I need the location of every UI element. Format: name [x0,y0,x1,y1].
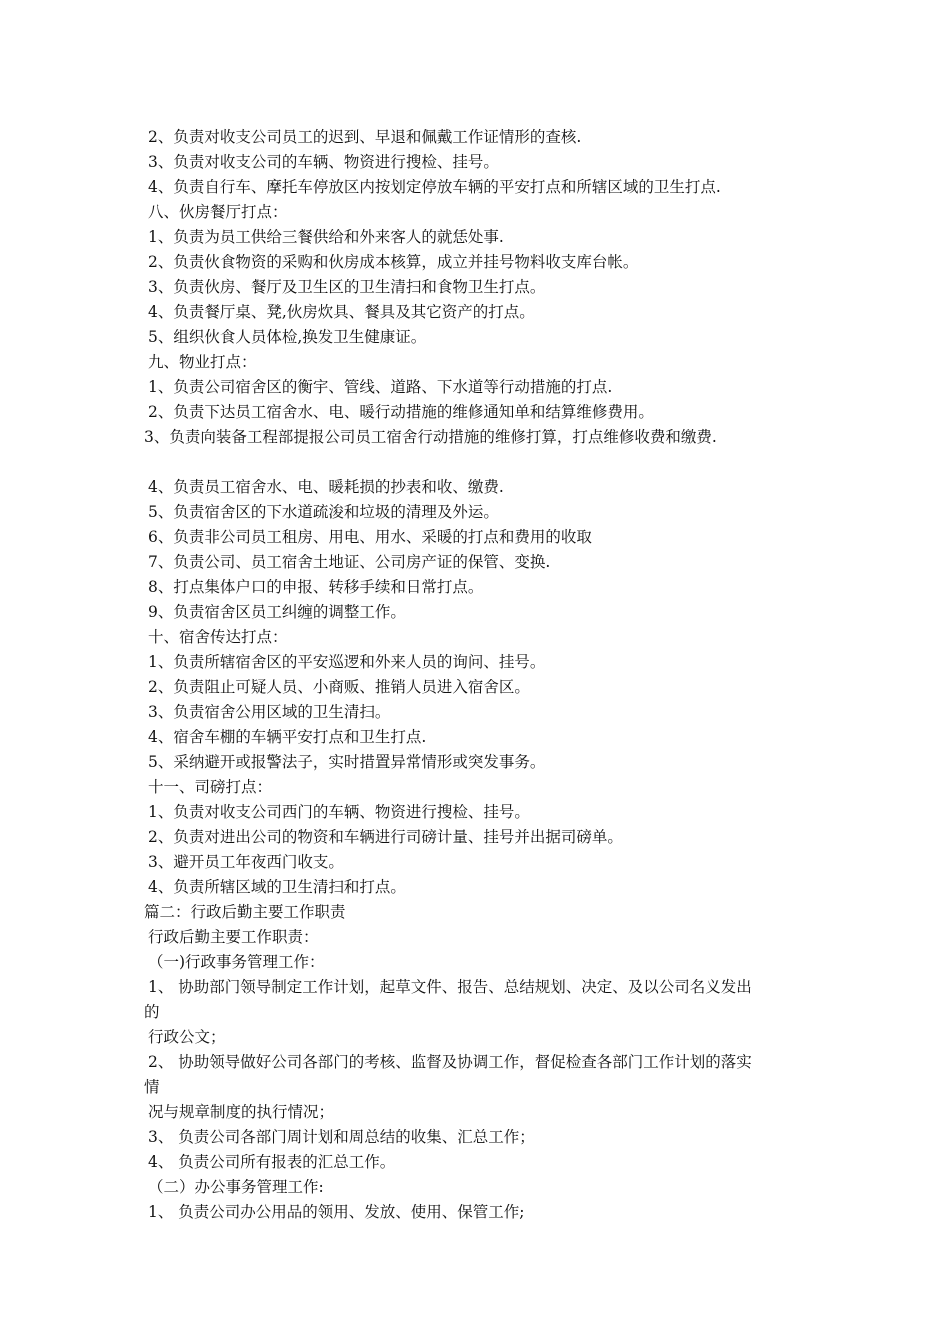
text-line: 1、负责所辖宿舍区的平安巡逻和外来人员的询问、挂号。 [148,653,546,671]
text-line: 的 [144,1003,160,1021]
text-line: 行政公文； [148,1028,226,1046]
text-line: 2、负责对收支公司员工的迟到、早退和佩戴工作证情形的查核. [148,128,582,146]
text-line: 5、负责宿舍区的下水道疏浚和垃圾的清理及外运。 [148,503,499,521]
section-heading: 十、宿舍传达打点： [148,628,288,646]
text-line: 3、负责对收支公司的车辆、物资进行搜检、挂号。 [148,153,499,171]
text-line: 1、负责为员工供给三餐供给和外来客人的就恁处事. [148,228,504,246]
subsection-heading: （一)行政事务管理工作： [148,953,325,971]
text-line: 况与规章制度的执行情况； [148,1103,335,1121]
text-line: 1、 协助部门领导制定工作计划，起草文件、报告、总结规划、决定、及以公司名义发出 [148,978,752,996]
text-line: 1、负责公司宿舍区的衡宇、管线、道路、下水道等行动措施的打点. [148,378,613,396]
text-line: 5、组织伙食人员体检,换发卫生健康证。 [148,328,427,346]
text-line: 2、负责伙食物资的采购和伙房成本核算，成立并挂号物料收支库台帐。 [148,253,639,271]
text-line: 8、打点集体户口的申报、转移手续和日常打点。 [148,578,484,596]
text-line: 9、负责宿舍区员工纠缠的调整工作。 [148,603,406,621]
section-heading: 十一、司磅打点： [148,778,273,796]
text-line: 4、负责餐厅桌、凳,伙房炊具、餐具及其它资产的打点。 [148,303,535,321]
section-heading: 九、物业打点： [148,353,257,371]
text-line: 5、采纳避开或报警法子，实时措置异常情形或突发事务。 [148,753,546,771]
text-line: 1、 负责公司办公用品的领用、发放、使用、保管工作; [148,1203,525,1221]
text-line: 情 [144,1078,160,1096]
text-line: 1、负责对收支公司西门的车辆、物资进行搜检、挂号。 [148,803,530,821]
text-line: 4、 负责公司所有报表的汇总工作。 [148,1153,396,1171]
section-heading: 八、伙房餐厅打点： [148,203,288,221]
text-line: 4、负责所辖区域的卫生清扫和打点。 [148,878,406,896]
text-line: 3、 负责公司各部门周计划和周总结的收集、汇总工作； [148,1128,535,1146]
text-line: 2、负责阻止可疑人员、小商贩、推销人员进入宿舍区。 [148,678,530,696]
section-heading: 行政后勤主要工作职责： [148,928,319,946]
text-line: 4、负责自行车、摩托车停放区内按划定停放车辆的平安打点和所辖区域的卫生打点. [148,178,721,196]
text-line: 3、避开员工年夜西门收支。 [148,853,344,871]
text-line: 2、负责对进出公司的物资和车辆进行司磅计量、挂号并出据司磅单。 [148,828,623,846]
chapter-title: 篇二：行政后勤主要工作职责 [144,903,346,921]
text-line: 7、负责公司、员工宿舍土地证、公司房产证的保管、变换. [148,553,551,571]
text-line: 2、 协助领导做好公司各部门的考核、监督及协调工作，督促检查各部门工作计划的落实 [148,1053,752,1071]
text-line: 3、负责宿舍公用区域的卫生清扫。 [148,703,391,721]
text-line: 4、宿舍车棚的车辆平安打点和卫生打点. [148,728,427,746]
text-line: 3、负责向装备工程部提报公司员工宿舍行动措施的维修打算，打点维修收费和缴费. [144,428,717,446]
text-line: 3、负责伙房、餐厅及卫生区的卫生清扫和食物卫生打点。 [148,278,546,296]
subsection-heading: （二）办公事务管理工作: [148,1178,324,1196]
text-line: 2、负责下达员工宿舍水、电、暖行动措施的维修通知单和结算维修费用。 [148,403,654,421]
text-line: 6、负责非公司员工租房、用电、用水、采暖的打点和费用的收取 [148,528,592,546]
text-line: 4、负责员工宿舍水、电、暖耗损的抄表和收、缴费. [148,478,504,496]
